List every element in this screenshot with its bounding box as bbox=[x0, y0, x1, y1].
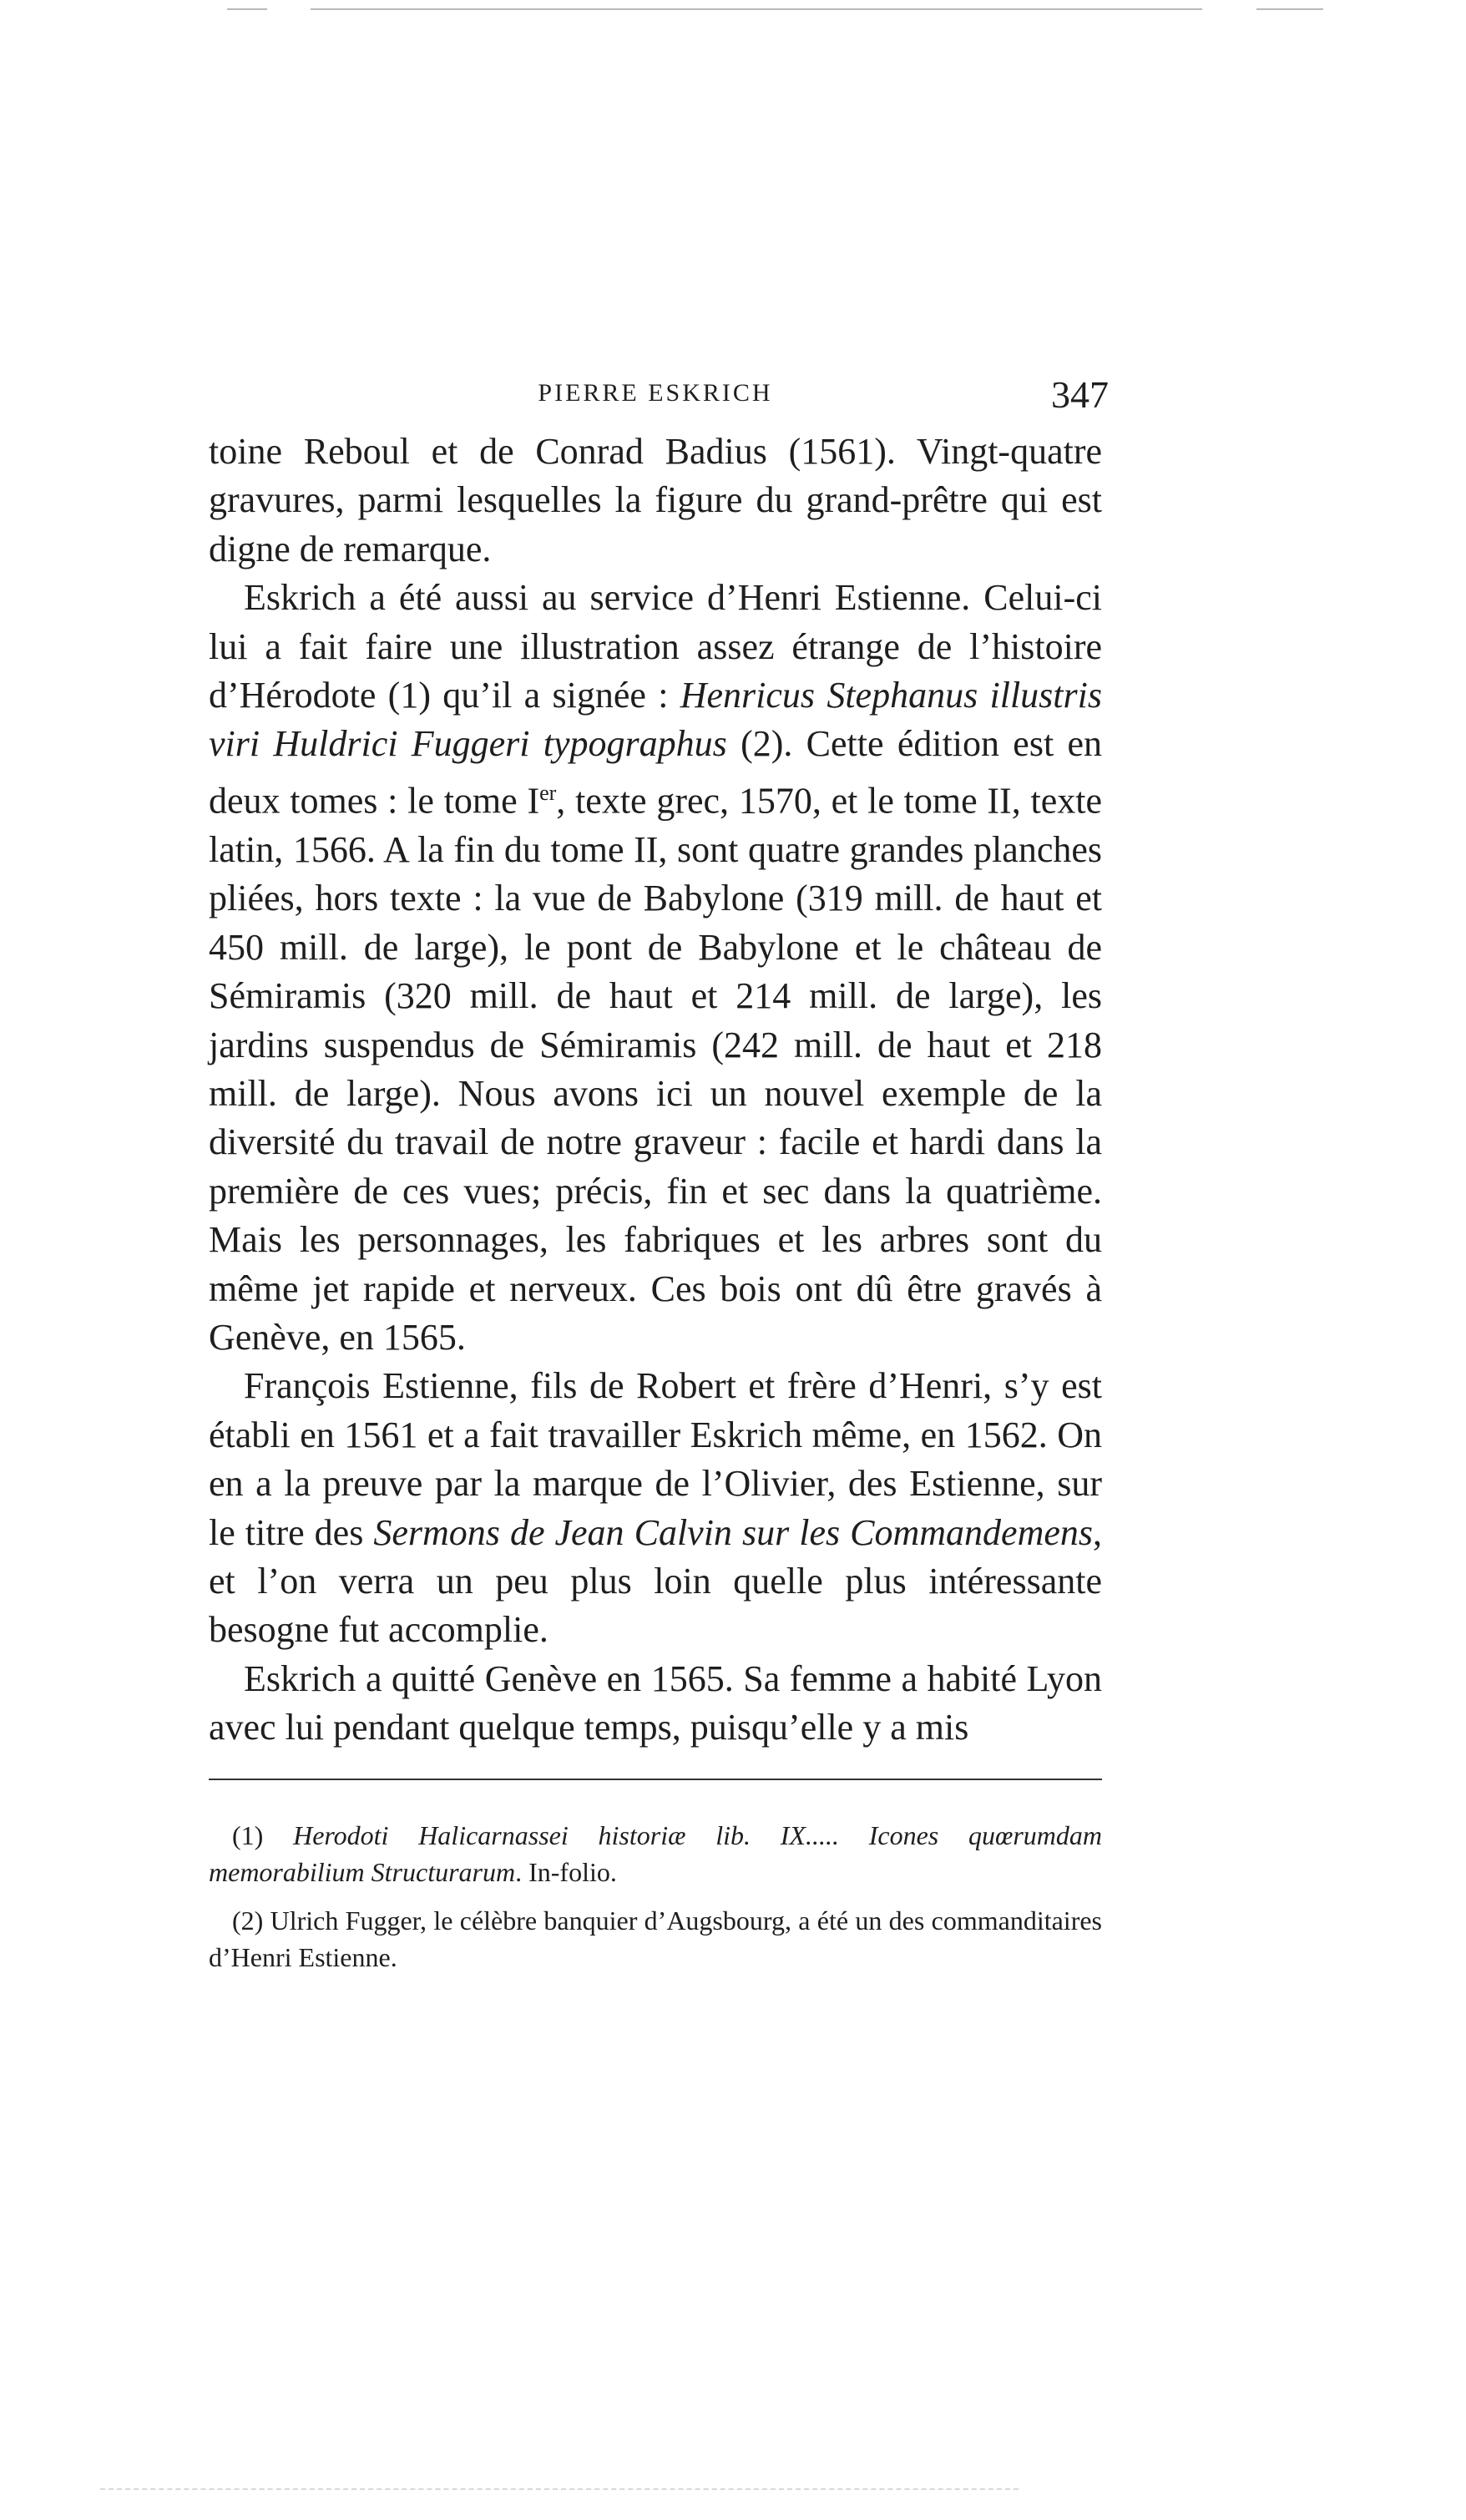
top-rule-right bbox=[1256, 8, 1323, 10]
footnote-1-rest: . In-folio. bbox=[515, 1857, 617, 1887]
footnote-2: (2) Ulrich Fugger, le célèbre banquier d’Augsbourg, a été un des commanditaires d’Henri Estienne. bbox=[209, 1905, 1102, 1972]
paragraph-2-text-a: Eskrich a été aussi au service d’Henri Estienne. Celui-ci lui a fait faire une illustration assez étrange de l’histoire d’Hérodote (1) qu’il a signée : bbox=[209, 577, 1102, 716]
paragraph-2-text-b: (2). Cette édition est en deux tomes : le tome I bbox=[209, 723, 1102, 822]
paragraph-3-text-a: François Estienne, fils de Robert et frère d’Henri, s’y est établi en 1561 et a fait travailler Eskrich même, en 1562. On en a la preuve par la marque de l’Olivier, des Estienne, sur le titre des bbox=[209, 1365, 1102, 1553]
paragraph-4: Eskrich a quitté Genève en 1565. Sa femme a habité Lyon avec lui pendant quelque temps, puisqu’elle y a mis bbox=[209, 1657, 1102, 1748]
footnote-1-marker: (1) bbox=[232, 1820, 294, 1850]
footnotes bbox=[209, 1817, 1102, 1987]
running-head bbox=[209, 373, 1109, 424]
tome-superscript: er bbox=[539, 780, 557, 805]
footnote-1 bbox=[209, 1817, 1102, 1890]
page-number: 347 bbox=[1051, 373, 1109, 416]
top-rule-main bbox=[311, 8, 1202, 10]
paragraph-2-text-c: , texte grec, 1570, et le tome II, texte latin, 1566. A la fin du tome II, sont quatre grandes planches pliées, hors texte : la vue de Babylone (319 mill. de haut et 450 mill. de large), le pont de Babylone et le château de Sémiramis (320 mill. de haut et 214 mill. de large), les jardins suspendus de Sémiramis (242 mill. de haut et 218 mill. de large). Nous avons ici un nouvel exemple de la diversité du travail de notre graveur : facile et hardi dans la première de ces vues; précis, fin et sec dans la quatrième. Mais les personnages, les fabriques et les arbres sont du même jet rapide et nerveux. Ces bois ont dû être gravés à Genève, en 1565. bbox=[209, 780, 1102, 1358]
footnote-1-title: Herodoti Halicarnassei historiæ lib. IX..... Icones quœrumdam memorabilium Structurarum bbox=[209, 1820, 1103, 1887]
paragraph-3 bbox=[209, 1362, 1102, 1654]
bottom-scan-marks bbox=[100, 2488, 1019, 2497]
paragraph-1: toine Reboul et de Conrad Badius (1561). Vingt-quatre gravures, parmi lesquelles la figure du grand-prêtre qui est digne de remarque. bbox=[209, 431, 1102, 569]
paragraph-2 bbox=[209, 574, 1102, 1362]
body-text bbox=[209, 428, 1102, 1753]
paragraph-3-text-b: , et l’on verra un peu plus loin quelle plus intéressante besogne fut accomplie. bbox=[209, 1511, 1102, 1651]
running-title: PIERRE ESKRICH bbox=[538, 379, 773, 407]
footnote-rule bbox=[209, 1779, 1102, 1780]
top-rule-left bbox=[227, 8, 267, 10]
sermons-title: Sermons de Jean Calvin sur les Commandemens bbox=[373, 1511, 1093, 1553]
printer-signature: Henricus Stephanus illustris viri Huldrici Fuggeri typographus bbox=[209, 675, 1102, 765]
